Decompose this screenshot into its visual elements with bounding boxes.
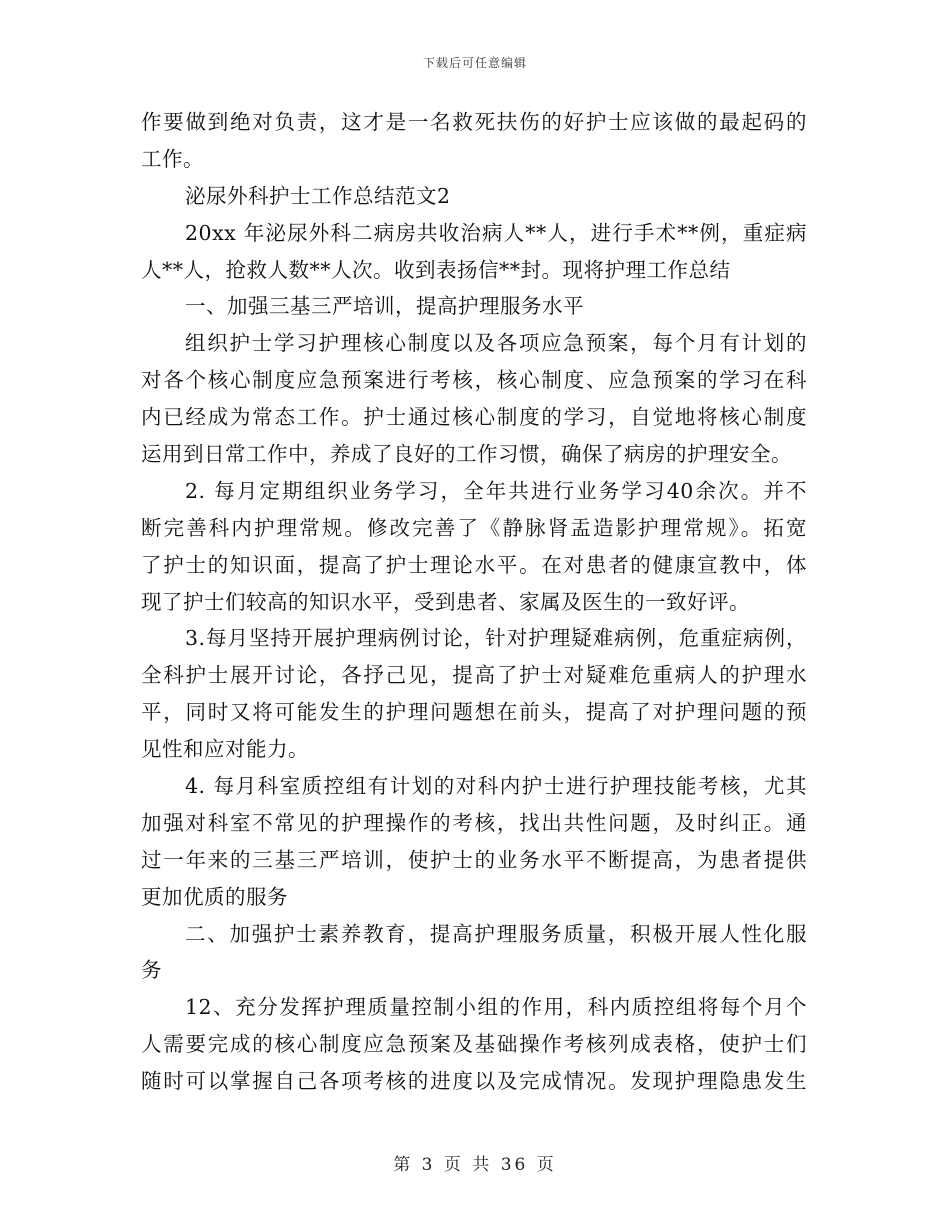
paragraph-line: 现了护士们较高的知识水平，受到患者、家属及医生的一致好评。: [141, 589, 750, 614]
paragraph-line: 人**人，抢救人数**人次。收到表扬信**封。现将护理工作总结: [141, 257, 731, 282]
paragraph-line: 2. 每月定期组织业务学习，全年共进行业务学习40余次。并不: [185, 478, 807, 503]
paragraph-line: 内已经成为常态工作。护士通过核心制度的学习，自觉地将核心制度: [141, 405, 807, 430]
paragraph-line: 了护士的知识面，提高了护士理论水平。在对患者的健康宣教中，体: [141, 552, 807, 577]
paragraph-line: 随时可以掌握自己各项考核的进度以及完成情况。发现护理隐患发生: [141, 1069, 807, 1094]
section-heading: 二、加强护士素养教育，提高护理服务质量，积极开展人性化服: [185, 921, 807, 946]
paragraph-line: 运用到日常工作中，养成了良好的工作习惯，确保了病房的护理安全。: [141, 442, 792, 467]
page-header: 下载后可任意编辑: [422, 56, 527, 70]
section-heading: 一、加强三基三严培训，提高护理服务水平: [185, 294, 584, 319]
paragraph-line: 加强对科室不常见的护理操作的考核，找出共性问题，及时纠正。通: [141, 810, 807, 835]
paragraph-line: 4. 每月科室质控组有计划的对科内护士进行护理技能考核，尤其: [185, 774, 807, 799]
paragraph-line: 断完善科内护理常规。修改完善了《静脉肾盂造影护理常规》。拓宽: [141, 515, 807, 540]
paragraph-line: 工作。: [141, 146, 204, 171]
paragraph-line: 组织护士学习护理核心制度以及各项应急预案，每个月有计划的: [185, 331, 807, 356]
paragraph-line: 平，同时又将可能发生的护理问题想在前头，提高了对护理问题的预: [141, 700, 807, 725]
paragraph-line: 全科护士展开讨论，各抒己见，提高了护士对疑难危重病人的护理水: [141, 663, 807, 688]
section-heading: 泌尿外科护士工作总结范文2: [185, 183, 451, 208]
paragraph-line: 3.每月坚持开展护理病例讨论，针对护理疑难病例，危重症病例，: [185, 626, 807, 651]
page-footer: 第 3 页 共 36 页: [393, 1155, 557, 1175]
paragraph-line: 过一年来的三基三严培训，使护士的业务水平不断提高，为患者提供: [141, 847, 807, 872]
paragraph-line: 12、充分发挥护理质量控制小组的作用，科内质控组将每个月个: [185, 995, 807, 1020]
document-body: [141, 104, 807, 1100]
paragraph-line: 对各个核心制度应急预案进行考核，核心制度、应急预案的学习在科: [141, 368, 807, 393]
paragraph-line: 20xx 年泌尿外科二病房共收治病人**人，进行手术**例，重症病: [185, 220, 807, 245]
paragraph-line: 见性和应对能力。: [141, 737, 309, 762]
paragraph-line: 作要做到绝对负责，这才是一名救死扶伤的好护士应该做的最起码的: [141, 110, 807, 134]
paragraph-line: 人需要完成的核心制度应急预案及基础操作考核列成表格，使护士们: [141, 1032, 807, 1057]
paragraph-line: 更加优质的服务: [141, 884, 288, 909]
section-heading: 务: [141, 958, 162, 983]
